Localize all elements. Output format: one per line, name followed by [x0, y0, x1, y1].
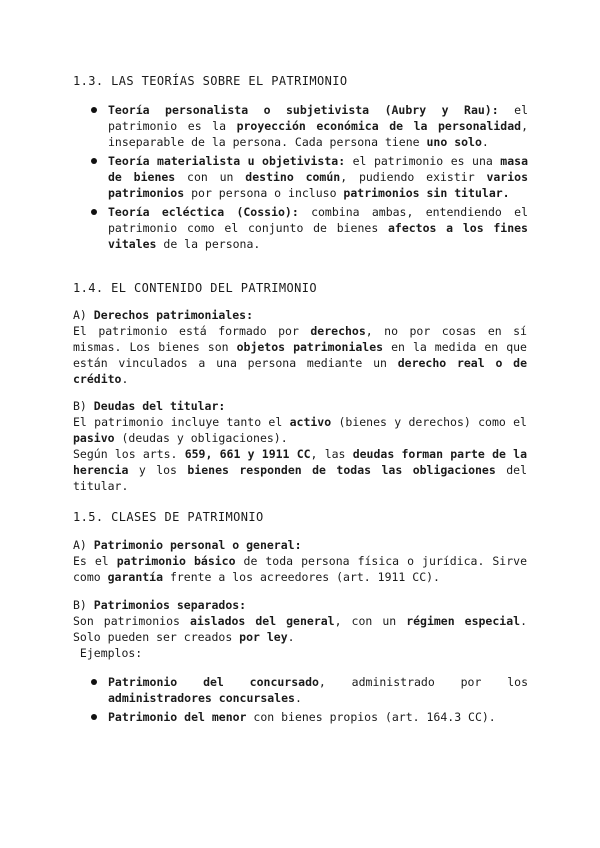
bold-text: proyección económica de la personalidad: [236, 119, 522, 133]
bold-text: Deudas del titular:: [93, 399, 226, 413]
bold-text: activo: [289, 415, 332, 429]
text-run: Según los arts.: [73, 447, 185, 461]
bold-text: varios patrimonios: [108, 170, 528, 200]
section-heading-1-4: 1.4. EL CONTENIDO DEL PATRIMONIO: [73, 281, 317, 295]
bold-text: pasivo: [73, 431, 115, 445]
text-run: El patrimonio está formado por: [73, 324, 311, 338]
text-run: A): [73, 538, 94, 552]
text-run: .: [481, 135, 489, 149]
bold-text: derecho real o de crédito: [73, 356, 527, 386]
subsection-title: [73, 398, 527, 414]
bold-text: objetos patrimoniales: [236, 340, 384, 354]
section-heading-1-5: 1.5. CLASES DE PATRIMONIO: [73, 510, 264, 524]
text-run: B): [73, 399, 94, 413]
text-run: , con un: [334, 614, 407, 628]
section-heading-1-3: 1.3. LAS TEORÍAS SOBRE EL PATRIMONIO: [73, 74, 348, 88]
text-run: frente a los acreedores (art. 1911 CC).: [163, 570, 440, 584]
paragraph: [73, 613, 527, 645]
text-run: por persona o incluso: [184, 186, 344, 200]
text-run: en la medida en que están vinculados a una persona mediante un: [73, 340, 527, 370]
bold-text: Teoría ecléctica (Cossio):: [108, 205, 299, 219]
list-item: [88, 153, 528, 201]
bold-text: 659, 661 y 1911 CC: [184, 447, 311, 461]
list-item: [88, 709, 528, 725]
bold-text: por ley: [239, 630, 288, 644]
text-run: .: [121, 372, 129, 386]
bold-text: Patrimonio personal o general:: [93, 538, 302, 552]
bold-text: uno solo: [426, 135, 482, 149]
text-run: , administrado por los: [318, 675, 528, 689]
text-run: B): [73, 598, 94, 612]
examples-list: [88, 674, 528, 728]
list-item: [88, 674, 528, 706]
bold-text: deudas forman parte de la herencia: [73, 447, 528, 477]
subsection-title: [73, 597, 527, 613]
text-run: , pudiendo existir: [340, 170, 487, 184]
text-run: Son patrimonios: [73, 614, 190, 628]
bold-text: Patrimonios separados:: [93, 598, 247, 612]
text-run: con bienes propios (art. 164.3 CC).: [246, 710, 496, 724]
bold-text: destino común: [245, 170, 341, 184]
bold-text: derechos: [310, 324, 366, 338]
text-run: (deudas y obligaciones).: [114, 431, 288, 445]
bold-text: Teoría materialista u objetivista:: [108, 154, 346, 168]
bold-text: Derechos patrimoniales:: [93, 308, 254, 322]
text-run: de toda persona física o jurídica. Sirve como: [73, 554, 527, 584]
text-run: El patrimonio incluye tanto el: [73, 415, 290, 429]
text-run: , inseparable de la persona. Cada persona tiene: [108, 119, 528, 149]
text-run: el patrimonio es una: [345, 154, 501, 168]
subsection-separados: [73, 597, 527, 661]
bold-text: Patrimonio del menor: [108, 710, 247, 724]
bold-text: masa de bienes: [108, 154, 528, 184]
bold-text: afectos a los fines vitales: [108, 221, 528, 251]
paragraph: [73, 323, 527, 387]
bold-text: patrimonios sin titular.: [343, 186, 510, 200]
text-run: combina ambas, entendiendo el patrimonio como el conjunto de bienes: [108, 205, 528, 235]
text-run: del titular.: [73, 463, 527, 493]
list-item: [88, 102, 528, 150]
subsection-title: [73, 537, 527, 553]
paragraph: [73, 553, 527, 585]
text-run: A): [73, 308, 94, 322]
text-run: y los: [128, 463, 188, 477]
text-run: , no por cosas en sí mismas. Los bienes son: [73, 324, 527, 354]
text-run: .: [287, 630, 295, 644]
subsection-personal: [73, 537, 527, 585]
text-run: con un: [175, 170, 246, 184]
bold-text: régimen especial: [406, 614, 521, 628]
ejemplos-label: Ejemplos:: [73, 646, 143, 660]
bold-text: patrimonio básico: [116, 554, 236, 568]
theories-list: [88, 102, 528, 255]
list-item: [88, 204, 528, 252]
text-run: Es el: [73, 554, 117, 568]
paragraph: [73, 446, 527, 494]
text-run: (bienes y derechos) como el: [331, 415, 527, 429]
text-run: el patrimonio es la: [108, 103, 528, 133]
subsection-derechos: [73, 307, 527, 387]
bold-text: Teoría personalista o subjetivista (Aubry y Rau):: [108, 103, 499, 117]
bold-text: bienes responden de todas las obligaciones: [187, 463, 496, 477]
bold-text: administradores concursales: [108, 691, 295, 705]
text-run: .: [294, 691, 302, 705]
text-run: de la persona.: [156, 237, 261, 251]
subsection-deudas: [73, 398, 527, 494]
bold-text: garantía: [107, 570, 164, 584]
bold-text: Patrimonio del concursado: [108, 675, 319, 689]
paragraph: [73, 414, 527, 446]
bold-text: aislados del general: [189, 614, 335, 628]
text-run: , las: [310, 447, 353, 461]
subsection-title: [73, 307, 527, 323]
text-run: . Solo pueden ser creados: [73, 614, 527, 644]
